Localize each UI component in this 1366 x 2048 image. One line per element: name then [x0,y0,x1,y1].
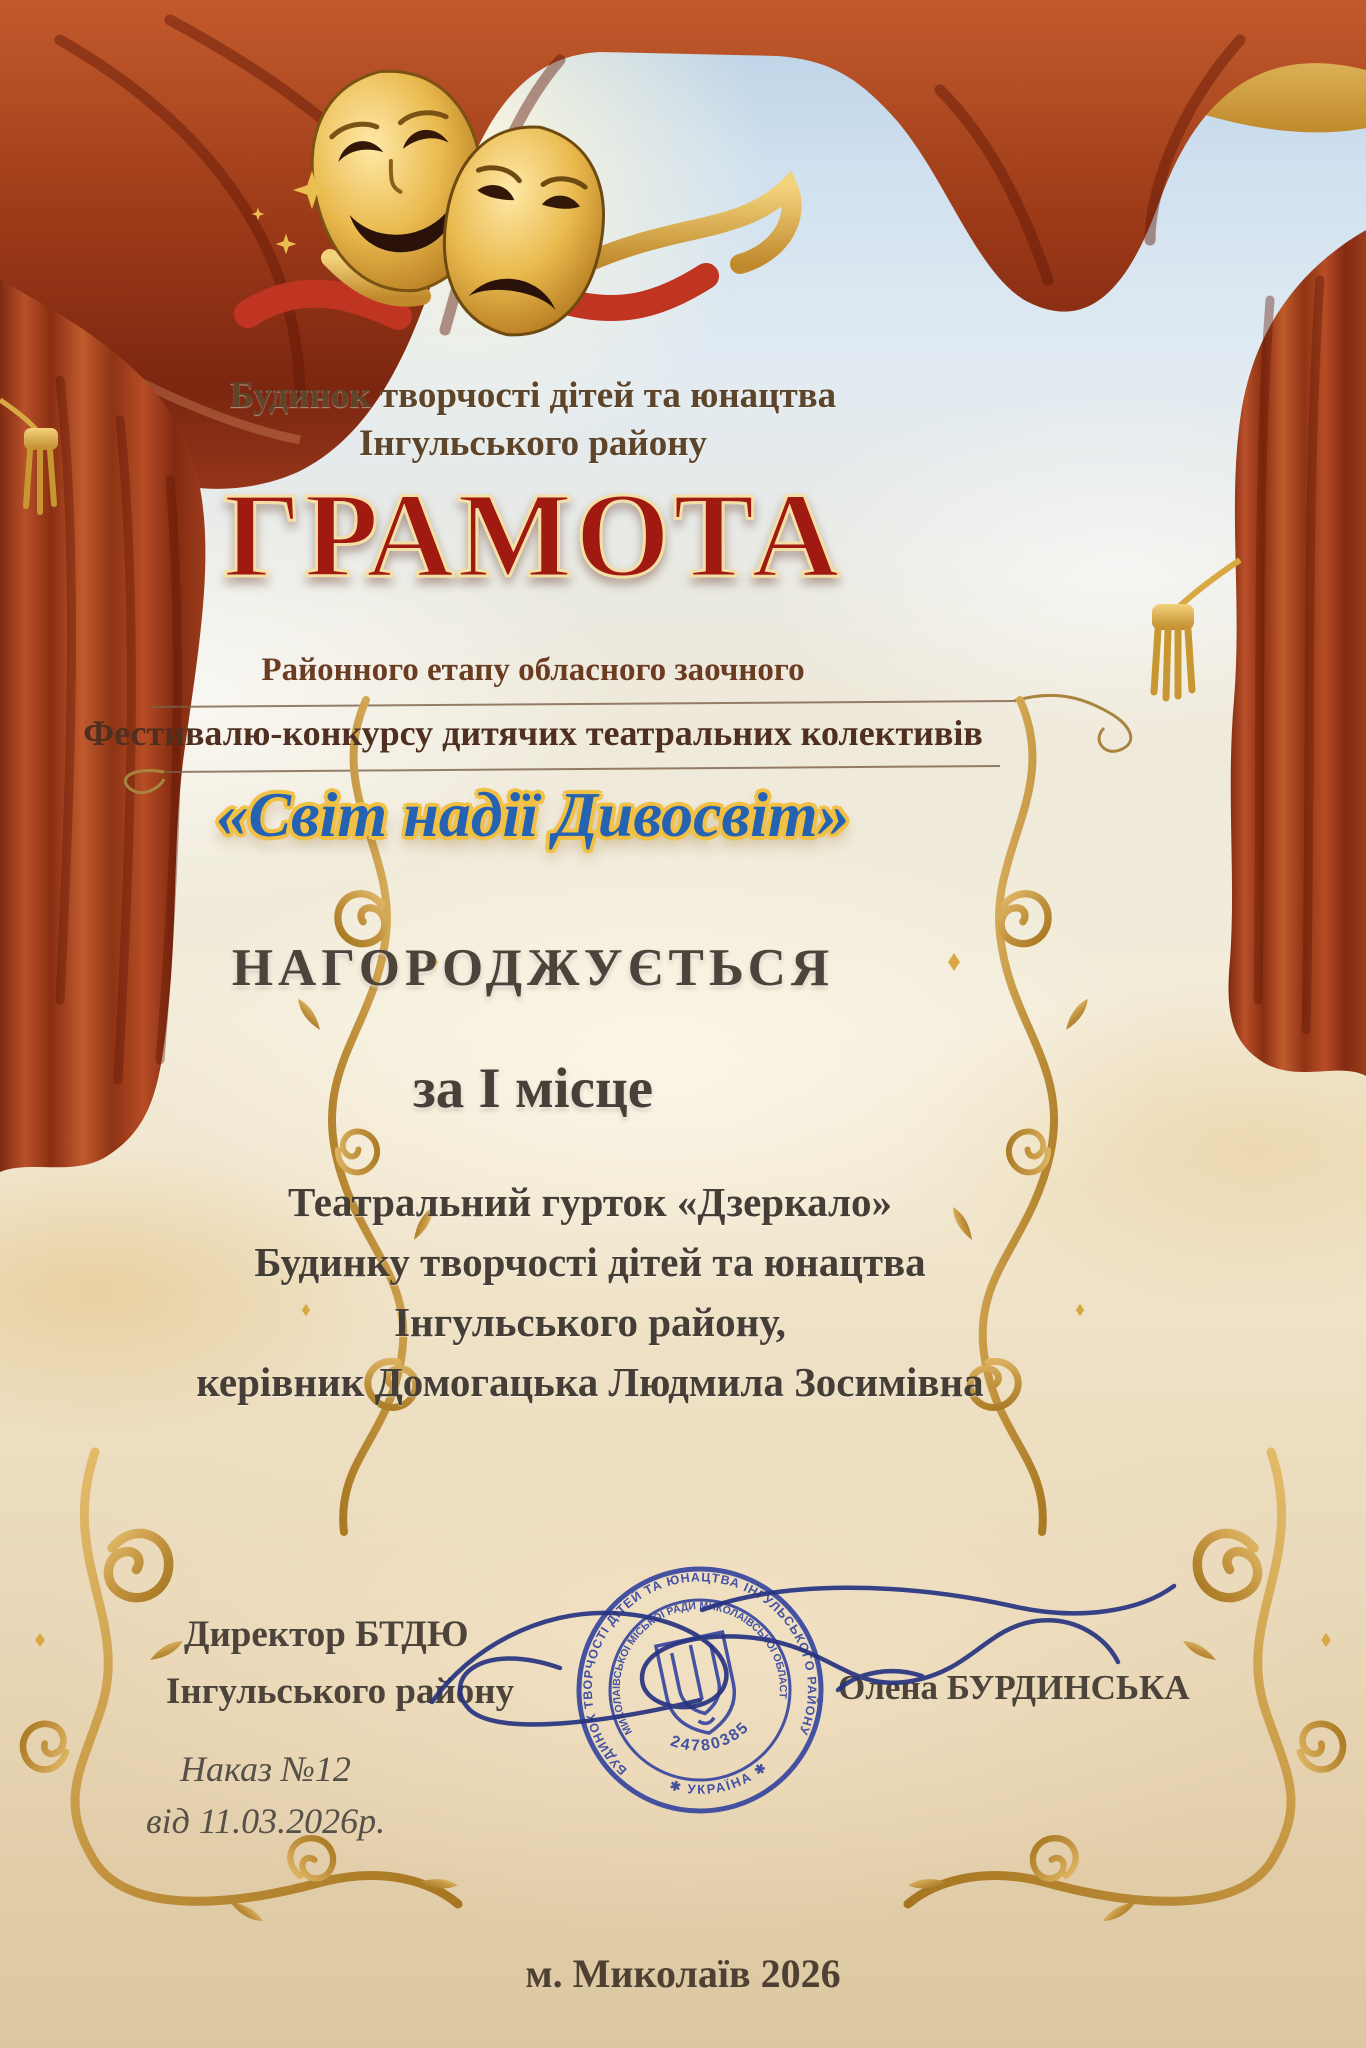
stamp-country-text: ✱ УКРАЇНА ✱ [668,1758,771,1797]
signatory-role-line2: Інгульського району [166,1671,515,1712]
stamp-inner-text: МИКОЛАЇВСЬКОЇ МІСЬКОЇ РАДИ МИКОЛАЇВСЬКОЇ ОБЛАСТІ [610,1599,789,1737]
signatory-name: Олена БУРДИНСЬКА [838,1668,1190,1707]
awarded-label: НАГОРОДЖУЄТЬСЯ [231,939,835,997]
recipient-line1: Театральний гурток «Дзеркало» [288,1179,892,1225]
org-name-line1: Будинок творчості дітей та юнацтва [229,375,837,416]
signatory-role-line1: Директор БТДЮ [184,1614,469,1655]
stamp-outer-text: БУДИНОК ТВОРЧОСТІ ДІТЕЙ ТА ЮНАЦТВА ІНГУЛЬСЬКОГО РАЙОНУ [580,1570,819,1778]
festival-name: «Світ надії Дивосвіт» [216,779,850,850]
footer-city-year: м. Миколаїв 2026 [525,1951,841,1996]
stamp-number: 24780385 [668,1718,753,1755]
certificate-title: ГРАМОТА [223,468,843,603]
recipient-line4: керівник Домогацька Людмила Зосимівна [196,1359,984,1405]
place-line: за І місце [412,1057,654,1120]
order-number-line: Наказ №12 [180,1749,351,1789]
subtitle-line2: Фестивалю-конкурсу дитячих театральних колективів [83,713,983,753]
recipient-line3: Інгульського району, [394,1299,786,1345]
org-name-line2: Інгульського району [358,423,708,464]
subtitle-line1: Районного етапу обласного заочного [261,652,805,688]
recipient-line2: Будинку творчості дітей та юнацтва [254,1239,926,1285]
order-date-line: від 11.03.2026р. [146,1801,386,1841]
